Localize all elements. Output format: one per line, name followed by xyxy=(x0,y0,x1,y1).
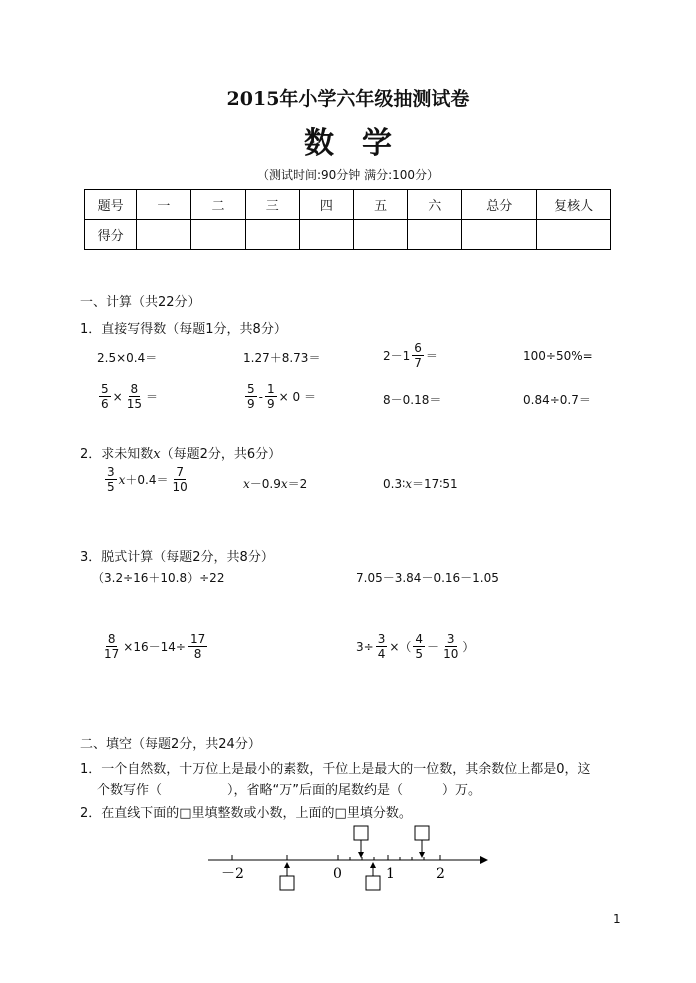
numerator: 3 xyxy=(446,632,455,646)
score-header-cell: 六 xyxy=(408,190,462,220)
denominator: 9 xyxy=(266,397,275,411)
answer-box-upper[interactable] xyxy=(354,826,368,840)
equals: ＝ xyxy=(145,390,158,404)
equation-text: ＝2 xyxy=(287,477,308,491)
score-input-cell[interactable] xyxy=(408,220,462,250)
score-input-cell[interactable] xyxy=(191,220,245,250)
q3-expression: （3.2÷16＋10.8）÷22 xyxy=(92,571,225,585)
expression-text: ×（ xyxy=(389,640,412,654)
numerator: 8 xyxy=(130,382,139,396)
q1-title: 1．直接写得数（每题1分，共8分） xyxy=(80,322,287,337)
fraction xyxy=(188,632,207,661)
number-line-ticks xyxy=(232,855,440,860)
score-header-cell: 复核人 xyxy=(537,190,611,220)
fill-question-1-cont: 个数写作（ ），省略“万”后面的尾数约是（ ）万。 xyxy=(97,783,481,798)
fraction xyxy=(265,382,277,411)
score-row-label: 得分 xyxy=(85,220,137,250)
arrow-down-icon xyxy=(358,852,364,858)
variable: x xyxy=(243,477,250,491)
score-header-cell: 二 xyxy=(191,190,245,220)
number-line-label: －2 xyxy=(221,866,244,882)
fraction xyxy=(376,632,388,661)
q3-expression: 7.05－3.84－0.16－1.05 xyxy=(356,571,499,585)
numerator: 6 xyxy=(414,341,422,355)
q1-item-fraction-diff xyxy=(243,382,316,411)
number-line-label: 2 xyxy=(436,866,445,882)
expression-text: 3÷ xyxy=(356,639,374,654)
q1-item: 1.27＋8.73＝ xyxy=(243,351,321,365)
score-header-cell: 四 xyxy=(299,190,353,220)
operator: － xyxy=(427,640,440,654)
fraction xyxy=(171,465,190,494)
score-header-cell: 题号 xyxy=(85,190,137,220)
q1-item: 0.84÷0.7＝ xyxy=(523,393,591,407)
variable: x xyxy=(280,477,288,491)
equation-text: －0.9 xyxy=(249,477,281,491)
mixed-whole: 2－1 xyxy=(383,349,411,363)
denominator: 5 xyxy=(415,647,424,661)
score-header-cell: 三 xyxy=(245,190,299,220)
denominator: 4 xyxy=(377,647,386,661)
page-number: 1 xyxy=(613,912,621,926)
score-input-cell[interactable] xyxy=(245,220,299,250)
q2-title-text: （每题2分，共6分） xyxy=(160,447,282,462)
fraction xyxy=(102,632,121,661)
numerator: 5 xyxy=(101,382,109,396)
score-input-cell[interactable] xyxy=(137,220,191,250)
q1-item-mixed xyxy=(383,341,438,370)
score-table-score-row xyxy=(85,220,611,250)
fill-question-2: 2．在直线下面的□里填整数或小数，上面的□里填分数。 xyxy=(80,806,412,821)
denominator: 5 xyxy=(107,480,115,494)
equation-text: ＋0.4＝ xyxy=(125,473,169,487)
fraction xyxy=(125,382,144,411)
q2-equation xyxy=(243,475,307,492)
subject-title: 数学 xyxy=(304,126,420,161)
q3-expression xyxy=(100,632,209,661)
denominator: 10 xyxy=(172,480,188,494)
equation-text: 0.3∶ xyxy=(383,477,406,491)
exam-title: 2015年小学六年级抽测试卷 xyxy=(226,88,470,110)
operator: × xyxy=(112,389,123,404)
score-table xyxy=(84,189,611,250)
numerator: 8 xyxy=(107,632,116,646)
score-input-cell[interactable] xyxy=(353,220,407,250)
fraction xyxy=(441,632,460,661)
denominator: 17 xyxy=(104,647,120,661)
equals: ＝ xyxy=(425,349,438,363)
denominator: 7 xyxy=(414,356,422,370)
score-header-cell: 总分 xyxy=(462,190,537,220)
score-input-cell[interactable] xyxy=(537,220,611,250)
equation-text: ＝17∶51 xyxy=(412,477,458,491)
section2-title: 二、填空（每题2分，共24分） xyxy=(80,737,261,752)
denominator: 9 xyxy=(247,397,255,411)
q3-title: 3．脱式计算（每题2分，共8分） xyxy=(80,550,274,565)
operator: - xyxy=(258,389,263,404)
fill-question-1: 1．一个自然数，十万位上是最小的素数，千位上是最大的一位数，其余数位上都是0，这 xyxy=(80,762,591,777)
denominator: 6 xyxy=(101,397,109,411)
variable: x xyxy=(118,472,126,487)
numerator: 1 xyxy=(266,382,275,396)
answer-box-upper[interactable] xyxy=(415,826,429,840)
q1-item: 100÷50%= xyxy=(523,349,593,363)
tail: × 0 ＝ xyxy=(278,390,316,404)
expression-text: ） xyxy=(462,640,475,654)
score-input-cell[interactable] xyxy=(299,220,353,250)
arrow-up-icon xyxy=(284,862,290,868)
q2-title xyxy=(80,443,281,462)
q1-item-fraction-product xyxy=(97,382,158,411)
numerator: 4 xyxy=(415,632,424,646)
q1-item: 2.5×0.4＝ xyxy=(97,351,158,365)
denominator: 15 xyxy=(126,397,142,411)
fraction xyxy=(413,632,425,661)
score-input-cell[interactable] xyxy=(462,220,537,250)
q1-item: 8－0.18＝ xyxy=(383,393,442,407)
numerator: 5 xyxy=(247,382,255,396)
q2-title-text: 2．求未知数 xyxy=(80,447,154,462)
fraction xyxy=(105,465,117,494)
denominator: 8 xyxy=(193,647,202,661)
numerator: 17 xyxy=(189,632,206,646)
q3-expression xyxy=(356,632,474,661)
numerator: 7 xyxy=(176,465,184,479)
answer-box-lower[interactable] xyxy=(280,876,294,890)
number-line-arrow-icon xyxy=(480,856,488,864)
score-header-cell: 五 xyxy=(353,190,407,220)
q2-equation xyxy=(103,465,192,494)
fraction xyxy=(245,382,257,411)
fraction xyxy=(99,382,111,411)
answer-box-lower[interactable] xyxy=(366,876,380,890)
variable: x xyxy=(405,477,412,491)
fraction xyxy=(412,341,424,370)
exam-note: （测试时间:90分钟 满分:100分） xyxy=(256,168,440,182)
score-header-cell: 一 xyxy=(137,190,191,220)
variable: x xyxy=(153,447,161,462)
denominator: 10 xyxy=(443,647,459,661)
number-line-label: 0 xyxy=(333,866,342,882)
section1-title: 一、计算（共22分） xyxy=(80,295,201,310)
arrow-up-icon xyxy=(370,862,376,868)
number-line-figure xyxy=(200,818,490,898)
numerator: 3 xyxy=(107,465,115,479)
expression-text: ×16－14÷ xyxy=(123,640,186,654)
q2-equation xyxy=(383,475,458,492)
numerator: 3 xyxy=(377,632,386,646)
score-table-header-row xyxy=(85,190,611,220)
number-line-label: 1 xyxy=(386,866,395,882)
